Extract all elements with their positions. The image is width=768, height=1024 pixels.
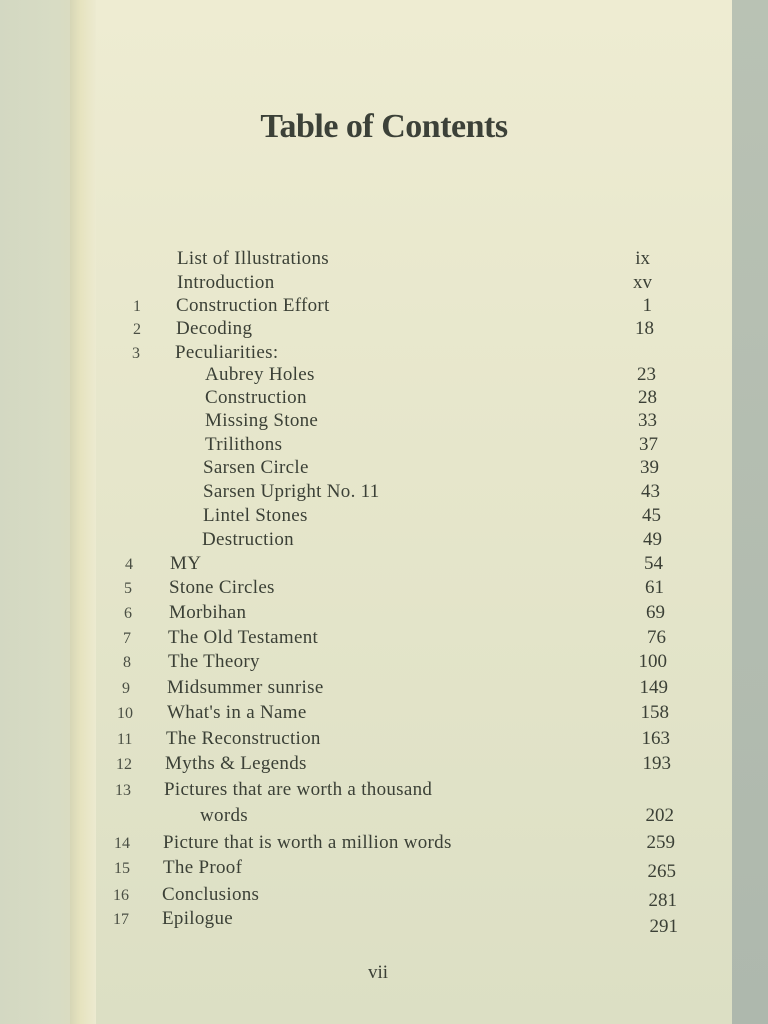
chapter-title: Sarsen Upright No. 11 (203, 481, 380, 502)
page-number: 45 (642, 505, 661, 526)
page-number: 76 (647, 627, 666, 648)
toc-entry (0, 805, 768, 829)
page-number: 39 (640, 457, 659, 478)
page-number: 33 (638, 410, 657, 431)
chapter-number: 16 (113, 887, 129, 904)
toc-entry (0, 577, 768, 601)
chapter-title: Myths & Legends (165, 753, 307, 774)
chapter-title: Conclusions (162, 884, 260, 905)
toc-entry (0, 728, 768, 752)
chapter-title: The Reconstruction (166, 728, 321, 749)
chapter-number: 8 (123, 654, 131, 671)
toc-entry (0, 779, 768, 803)
chapter-title: Epilogue (162, 908, 233, 929)
page-number: 37 (639, 434, 658, 455)
toc-entry (0, 295, 768, 319)
toc-entry (0, 832, 768, 856)
page-number: 100 (638, 651, 667, 672)
page-number: 281 (648, 890, 677, 911)
chapter-number: 3 (132, 345, 140, 362)
toc-entry (0, 702, 768, 726)
toc-entry (0, 387, 768, 411)
page-number: 49 (643, 529, 662, 550)
page-number: 158 (640, 702, 669, 723)
toc-entry (0, 364, 768, 388)
page-number: 54 (644, 553, 663, 574)
toc-entry (0, 553, 768, 577)
page-number: 69 (646, 602, 665, 623)
chapter-number: 5 (124, 580, 132, 597)
chapter-title: Pictures that are worth a thousand (164, 779, 433, 800)
chapter-title: List of Illustrations (177, 248, 329, 269)
chapter-number: 9 (122, 680, 130, 697)
chapter-title: Aubrey Holes (205, 364, 315, 385)
toc-entry (0, 434, 768, 458)
page-number: 61 (645, 577, 664, 598)
toc-entry (0, 318, 768, 342)
chapter-number: 1 (133, 298, 141, 315)
page-number: 43 (641, 481, 660, 502)
chapter-number: 11 (117, 731, 133, 748)
toc-entry (0, 505, 768, 529)
chapter-title: The Theory (168, 651, 260, 672)
chapter-title: Stone Circles (169, 577, 275, 598)
toc-entry (0, 272, 768, 296)
page-number: 265 (647, 861, 676, 882)
toc-entry (0, 529, 768, 553)
chapter-number: 2 (133, 321, 141, 338)
chapter-number: 13 (115, 782, 131, 799)
chapter-title: words (200, 805, 248, 826)
page-number: 193 (642, 753, 671, 774)
toc-entry (0, 457, 768, 481)
toc-entry (0, 857, 768, 881)
page-number: 259 (646, 832, 675, 853)
chapter-title: The Old Testament (168, 627, 319, 648)
chapter-title: Midsummer sunrise (167, 677, 324, 698)
chapter-title: Destruction (202, 529, 294, 550)
toc-entry (0, 410, 768, 434)
chapter-title: Sarsen Circle (203, 457, 309, 478)
chapter-number: 7 (123, 630, 131, 647)
page-number: 163 (641, 728, 670, 749)
chapter-number: 17 (113, 911, 129, 928)
chapter-title: Lintel Stones (203, 505, 308, 526)
toc-entry (0, 677, 768, 701)
chapter-title: Peculiarities: (175, 342, 279, 363)
chapter-title: Introduction (177, 272, 275, 293)
chapter-title: Morbihan (169, 602, 247, 623)
page-number: 18 (635, 318, 654, 339)
toc-entry (0, 342, 768, 366)
chapter-title: What's in a Name (167, 702, 307, 723)
toc-entry (0, 753, 768, 777)
chapter-title: Construction (205, 387, 307, 408)
toc-entry (0, 908, 768, 937)
chapter-number: 12 (116, 756, 132, 773)
chapter-number: 10 (117, 705, 133, 722)
page-number: 23 (637, 364, 656, 385)
toc-entry (0, 651, 768, 675)
chapter-number: 15 (114, 860, 130, 877)
chapter-title: Missing Stone (205, 410, 319, 431)
page-number: 291 (649, 916, 678, 937)
page-number: xv (633, 272, 652, 293)
page-number: ix (635, 248, 650, 269)
page-number-folio: vii (368, 962, 389, 983)
chapter-title: MY (170, 553, 202, 574)
chapter-number: 6 (124, 605, 132, 622)
page-number: 202 (645, 805, 674, 826)
page-number: 149 (639, 677, 668, 698)
toc-entry (0, 884, 768, 911)
chapter-title: Construction Effort (176, 295, 330, 316)
chapter-title: Picture that is worth a million words (163, 832, 452, 853)
chapter-title: Decoding (176, 318, 253, 339)
toc-entry (0, 627, 768, 651)
page-number: 28 (638, 387, 657, 408)
toc-entry (0, 481, 768, 505)
chapter-number: 14 (114, 835, 130, 852)
chapter-title: Trilithons (205, 434, 283, 455)
toc-entry (0, 248, 768, 272)
toc-entry (0, 602, 768, 626)
chapter-number: 4 (125, 556, 133, 573)
chapter-title: The Proof (163, 857, 243, 878)
page-number: 1 (642, 295, 652, 316)
page-title: Table of Contents (260, 108, 508, 145)
